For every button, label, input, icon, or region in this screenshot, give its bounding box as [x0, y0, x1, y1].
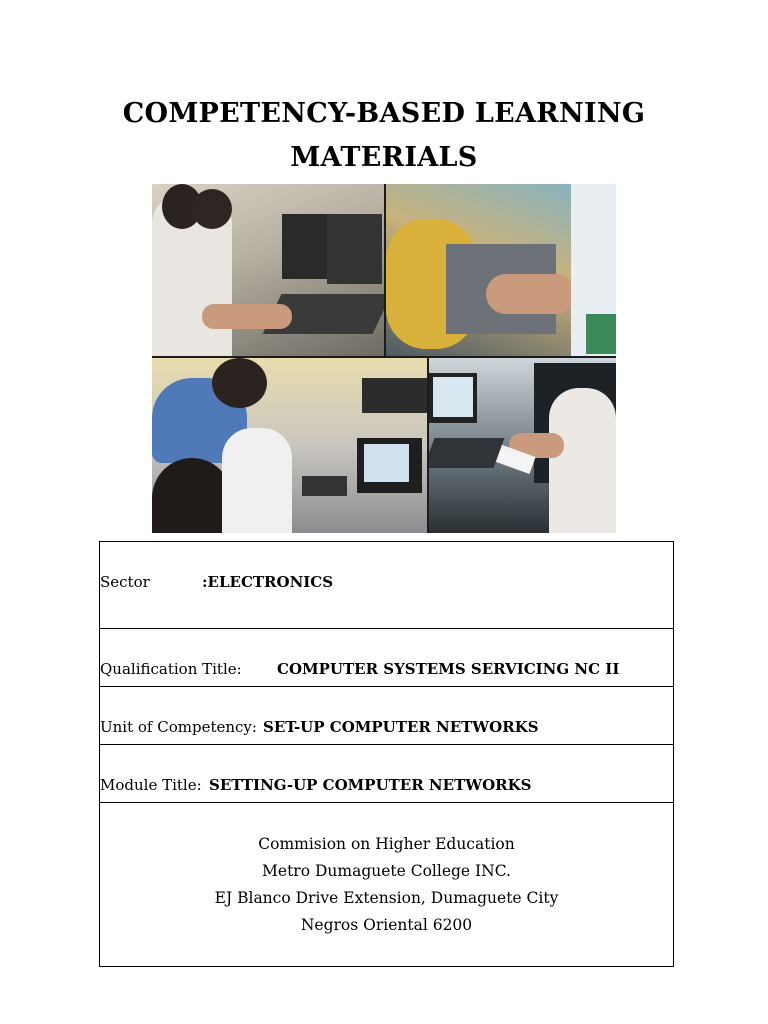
institution-address	[100, 831, 673, 939]
unit-value: SET-UP COMPUTER NETWORKS	[263, 718, 539, 736]
module-info-table	[99, 541, 674, 967]
document-title	[0, 92, 768, 180]
photo-students-typing	[152, 184, 384, 356]
institution-row	[100, 803, 673, 967]
sector-row	[100, 542, 673, 629]
sector-label: Sector	[100, 573, 150, 591]
photo-hardware-work	[386, 184, 616, 356]
photo-workstation	[429, 358, 616, 533]
qualification-row	[100, 629, 673, 687]
module-label: Module Title:	[100, 776, 202, 794]
qualification-label: Qualification Title:	[100, 660, 242, 678]
address-line-3: EJ Blanco Drive Extension, Dumaguete City	[214, 889, 559, 907]
photo-teacher-assisting	[152, 358, 427, 533]
sector-value: :ELECTRONICS	[202, 573, 334, 591]
unit-label: Unit of Competency:	[100, 718, 257, 736]
address-line-4: Negros Oriental 6200	[300, 916, 473, 934]
unit-row	[100, 687, 673, 745]
address-line-1: Commision on Higher Education	[258, 835, 515, 853]
photo-collage	[152, 184, 616, 533]
title-line-2: MATERIALS	[290, 142, 478, 173]
title-line-1: COMPETENCY-BASED LEARNING	[122, 98, 646, 129]
module-row	[100, 745, 673, 803]
module-value: SETTING-UP COMPUTER NETWORKS	[209, 776, 532, 794]
address-line-2: Metro Dumaguete College INC.	[262, 862, 511, 880]
qualification-value: COMPUTER SYSTEMS SERVICING NC II	[277, 660, 620, 678]
